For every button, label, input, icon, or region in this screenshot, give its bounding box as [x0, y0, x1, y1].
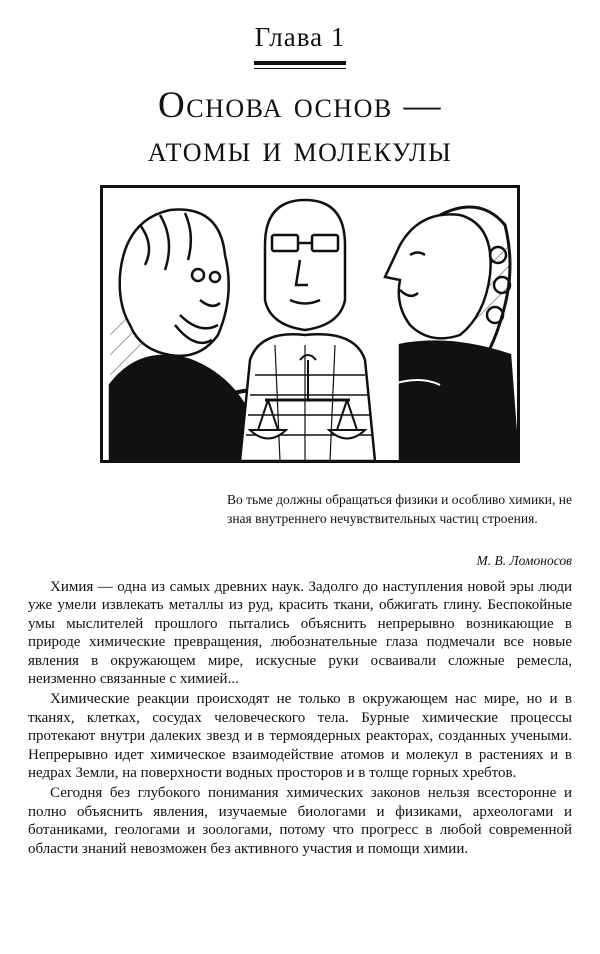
scientists-with-scales-illustration: [100, 185, 520, 463]
epigraph-author: М. В. Ломоносов: [476, 553, 572, 568]
paragraph-1: Химия — одна из самых древних наук. Задолго до наступления новой эры люди уже умели извлекать металлы из руд, красить ткани, обжигать глину. Беспокойные умы мыслителей прошлого пытались объяснить непрерывно возникающие в природе химические превращения, любознательные глаза подмечали все новые явления в окружающем мире, искусные руки осваивали сложные ремесла, неизменно связанные с химией...: [28, 579, 572, 688]
chapter-label: Глава 1: [254, 22, 346, 52]
chapter-title-line-2: атомы и молекулы: [147, 129, 453, 170]
chapter-rule-thin: [254, 68, 346, 69]
chapter-rule-thick: [254, 61, 346, 65]
chapter-title: [0, 84, 600, 172]
paragraph-2: Химические реакции происходят не только в окружающем нас мире, но и в тканях, клетках, сосудах человеческого тела. Бурные химические процессы протекают внутри далеких звезд и в термоядерных реакторах, созданных учеными. Непрерывно идет химическое взаимодействие атомов и молекул в растениях и в недрах Земли, на поверхности водных просторов и в толще горных хребтов.: [28, 691, 572, 782]
chapter-title-line-1: Основа основ —: [158, 85, 442, 126]
epigraph-text: Во тьме должны обращаться физики и особливо химики, не зная внутреннего нечувствительных частиц строения.: [227, 492, 572, 526]
paragraph-3: Сегодня без глубокого понимания химических законов нельзя всесторонне и полно объяснить явления, изучаемые биологами и физиками, археологами и ботаниками, геологами и зоологами, потому что прогресс в любой современной области знаний невозможен без активного участия и помощи химии.: [28, 785, 572, 857]
body-text: [28, 578, 572, 860]
